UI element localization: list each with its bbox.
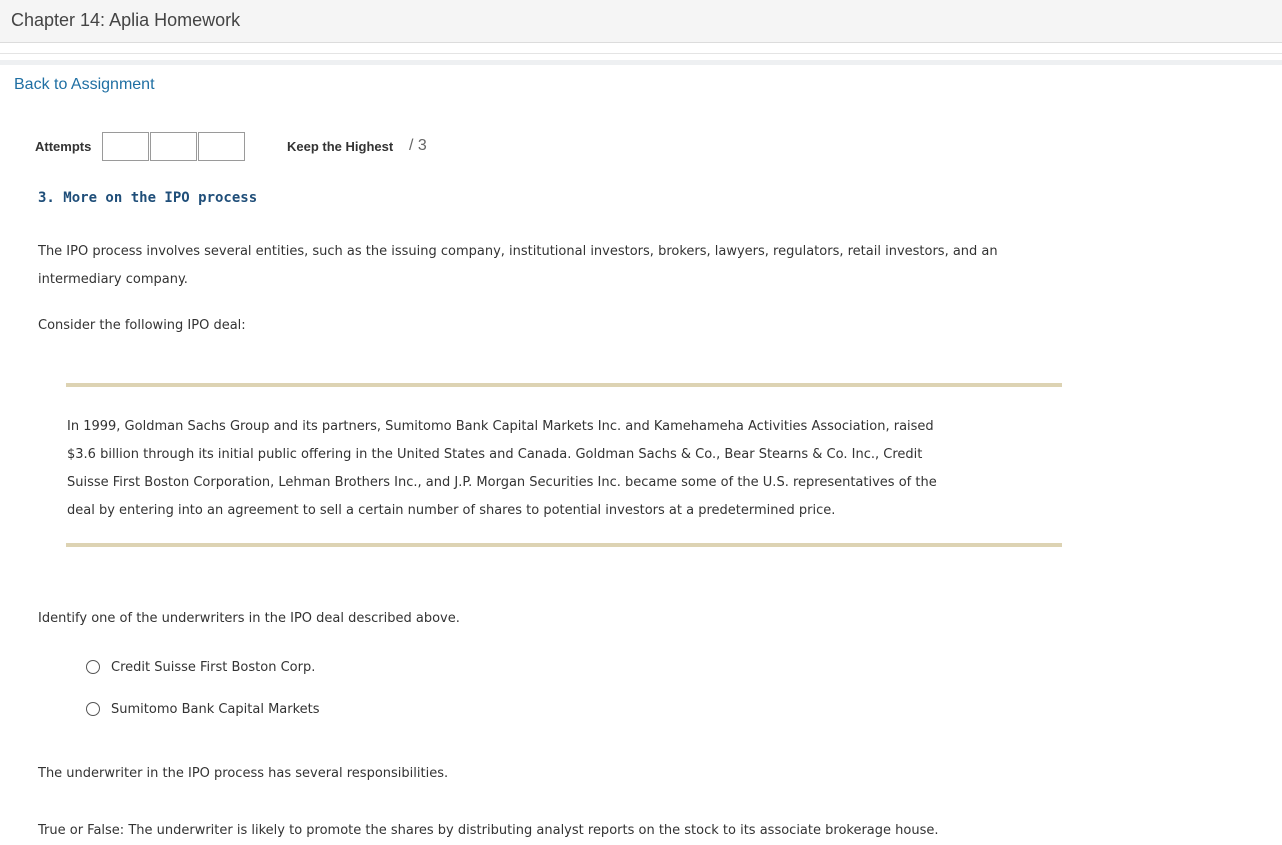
page-title: Chapter 14: Aplia Homework — [11, 10, 241, 30]
keep-highest-label: Keep the Highest — [287, 139, 394, 154]
quote-rule-bottom — [66, 543, 1062, 547]
option-label-sumitomo[interactable]: Sumitomo Bank Capital Markets — [111, 702, 320, 717]
back-to-assignment-link[interactable]: Back to Assignment — [14, 76, 155, 93]
intro-paragraph — [38, 238, 998, 294]
question-prompt: Identify one of the underwriters in the IPO deal described above. — [38, 611, 460, 626]
quote-line: In 1999, Goldman Sachs Group and its partners, Sumitomo Bank Capital Markets Inc. and Kamehameha Activities Association, raised — [67, 419, 934, 434]
attempt-box-1 — [102, 132, 149, 161]
intro-line: intermediary company. — [38, 272, 188, 287]
divider-thin — [0, 53, 1282, 54]
true-false-statement: True or False: The underwriter is likely to promote the shares by distributing analyst reports on the stock to its associate brokerage house. — [38, 823, 939, 838]
quote-line: deal by entering into an agreement to sell a certain number of shares to potential investors at a predetermined price. — [67, 503, 836, 518]
option-radio-sumitomo[interactable] — [86, 702, 100, 716]
attempts-total: / 3 — [409, 137, 427, 154]
divider-thick — [0, 60, 1282, 65]
ipo-deal-quote — [67, 413, 937, 525]
header-bar — [0, 0, 1282, 43]
option-label-credit-suisse[interactable]: Credit Suisse First Boston Corp. — [111, 660, 316, 675]
attempts-label: Attempts — [35, 139, 92, 154]
intro-line: The IPO process involves several entities, such as the issuing company, institutional investors, brokers, lawyers, regulators, retail investors, and an — [38, 244, 998, 259]
quote-rule-top — [66, 383, 1062, 387]
quote-line: Suisse First Boston Corporation, Lehman Brothers Inc., and J.P. Morgan Securities Inc. became some of the U.S. representatives of the — [67, 475, 937, 490]
question-title: 3. More on the IPO process — [38, 190, 258, 206]
attempt-box-3 — [198, 132, 245, 161]
responsibilities-text: The underwriter in the IPO process has several responsibilities. — [38, 766, 449, 781]
quote-line: $3.6 billion through its initial public offering in the United States and Canada. Goldman Sachs & Co., Bear Stearns & Co. Inc., Credit — [67, 447, 923, 462]
option-radio-credit-suisse[interactable] — [86, 660, 100, 674]
consider-text: Consider the following IPO deal: — [38, 318, 246, 333]
attempt-box-2 — [150, 132, 197, 161]
